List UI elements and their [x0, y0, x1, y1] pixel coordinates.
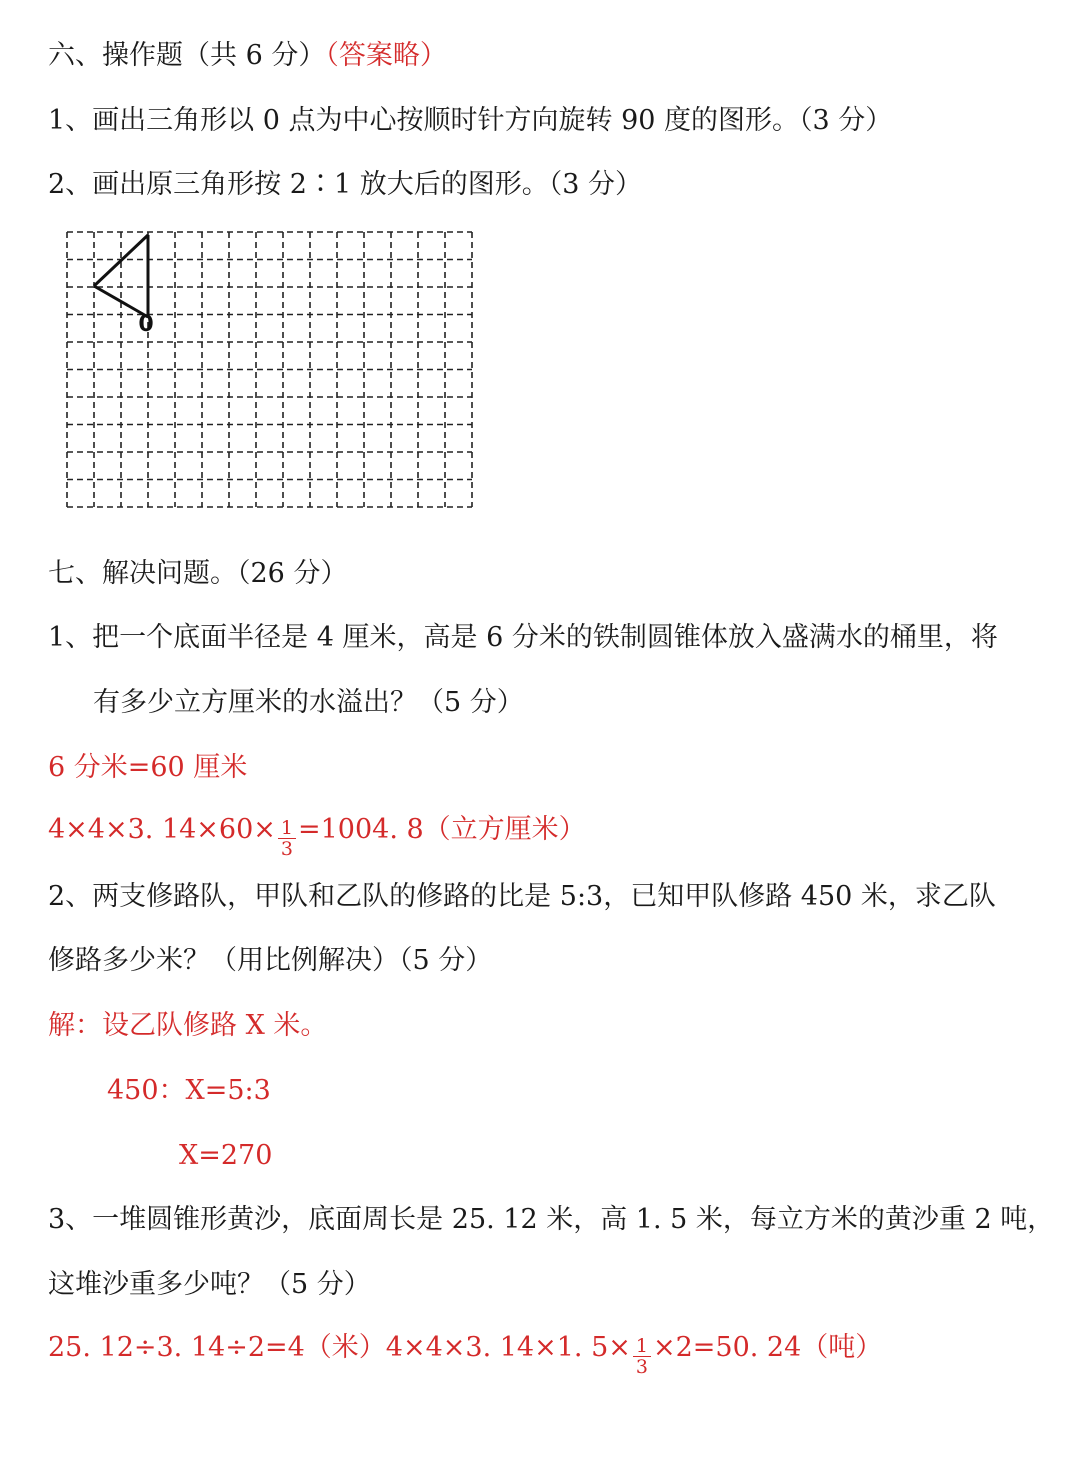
- section7-q3-line2: 这堆沙重多少吨？（5 分）: [48, 1269, 371, 1300]
- section7-q3-line1: 3、一堆圆锥形黄沙，底面周长是 25. 12 米，高 1. 5 米，每立方米的黄沙重 2 吨，: [48, 1204, 1055, 1235]
- section7-q2-answer1: 解：设乙队修路 X 米。: [48, 1010, 328, 1041]
- section7-q2-line2: 修路多少米？（用比例解决）（5 分）: [48, 945, 493, 976]
- section7-heading: 七、解决问题。（26 分）: [48, 558, 348, 589]
- fraction-denominator: 3: [635, 1356, 648, 1378]
- section7-q1-answer1: 6 分米=60 厘米: [48, 752, 248, 783]
- section6-heading-note: （答案略）: [325, 40, 447, 71]
- q1-answer2-pre: 4×4×3. 14×60×: [48, 814, 276, 845]
- fraction-numerator: 1: [633, 1336, 651, 1357]
- section7-q2-answer3: X=270: [179, 1140, 273, 1171]
- q1-answer2-post: =1004. 8（立方厘米）: [298, 814, 586, 845]
- section7-q1-line2: 有多少立方厘米的水溢出？（5 分）: [93, 687, 524, 718]
- section6-question-2: 2、画出原三角形按 2∶1 放大后的图形。（3 分）: [48, 169, 642, 200]
- fraction-one-third: [633, 1336, 651, 1377]
- section6-heading: 六、操作题（共 6 分）: [48, 40, 326, 71]
- section7-q3-answer: [48, 1328, 1060, 1378]
- rotation-center-label: 0: [138, 312, 154, 337]
- q3-answer-pre: 25. 12÷3. 14÷2=4（米）4×4×3. 14×1. 5×: [48, 1332, 631, 1363]
- section7-q2-line1: 2、两支修路队，甲队和乙队的修路的比是 5:3，已知甲队修路 450 米，求乙队: [48, 881, 996, 912]
- section7-q2-answer2: 450：X=5:3: [107, 1075, 271, 1106]
- grid-lines: [67, 232, 472, 507]
- dashed-grid: [60, 225, 480, 515]
- fraction-numerator: 1: [278, 818, 296, 839]
- section6-question-1: 1、画出三角形以 0 点为中心按顺时针方向旋转 90 度的图形。（3 分）: [48, 105, 893, 136]
- section7-q1-answer2: [48, 810, 1060, 860]
- section6-heading-line: [48, 38, 1060, 74]
- fraction-one-third: [278, 818, 296, 859]
- fraction-denominator: 3: [280, 838, 293, 860]
- section7-q1-line1: 1、把一个底面半径是 4 厘米，高是 6 分米的铁制圆锥体放入盛满水的桶里，将: [48, 622, 998, 653]
- q3-answer-post: ×2=50. 24（吨）: [652, 1332, 883, 1363]
